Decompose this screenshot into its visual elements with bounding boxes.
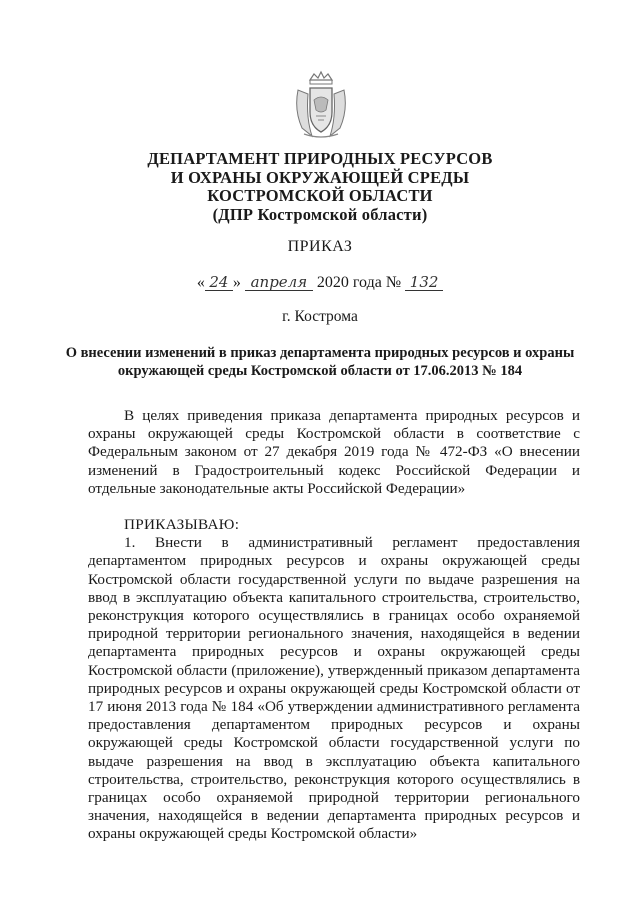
order-word: ПРИКАЗЫВАЮ: bbox=[124, 516, 240, 534]
date-open-quote: « bbox=[196, 274, 205, 291]
header-line-3: КОСТРОМСКОЙ ОБЛАСТИ bbox=[207, 186, 433, 205]
department-header bbox=[0, 150, 640, 224]
date-day: 24 bbox=[205, 275, 233, 291]
preamble-paragraph: В целях приведения приказа департамента природных ресурсов и охраны окружающей среды Костромской области в соответствие с Федеральным законом от 27 декабря 2019 года № 472-ФЗ «О внесении изменений в Градостроительный кодекс Российской Федерации и отдельные законодательные акты Российской Федерации» bbox=[88, 407, 580, 497]
header-line-2: И ОХРАНЫ ОКРУЖАЮЩЕЙ СРЕДЫ bbox=[170, 167, 470, 187]
item-1-paragraph: 1. Внести в административный регламент предоставления департаментом природных ресурсов и охраны окружающей среды Костромской области государственной услуги по выдаче разрешения на ввод в эксплуатацию объекта капитального строительства, строительство, реконструкция которого осуществлялись в границах особо охраняемой природной территории регионального значения, находящейся в ведении департамента природных ресурсов и охраны окружающей среды Костромской области (приложение), утвержденный приказом департамента природных ресурсов и охраны окружающей среды Костромской области от 17 июня 2013 года № 184 «Об утверждении административного регламента предоставления департаментом природных ресурсов и охраны окружающей среды Костромской области государственной услуги по выдаче разрешения на ввод в эксплуатацию объекта капитального строительства, строительство, реконструкция которого осуществлялись в границах особо охраняемой природной территории регионального значения, находящейся в ведении департамента природных ресурсов и охраны окружающей среды Костромской области» bbox=[88, 534, 580, 843]
document-subject: О внесении изменений в приказ департамента природных ресурсов и охраны окружающей среды Костромской области от 17.06.2013 № 184 bbox=[65, 345, 575, 379]
header-line-1: ДЕПАРТАМЕНТ ПРИРОДНЫХ РЕСУРСОВ bbox=[147, 149, 493, 168]
date-month: апреля bbox=[245, 275, 313, 291]
coat-of-arms-icon bbox=[292, 70, 350, 140]
city: г. Кострома bbox=[282, 308, 358, 325]
date-year-text: 2020 года № bbox=[316, 274, 402, 291]
header-line-4: (ДПР Костромской области) bbox=[212, 204, 428, 224]
document-body bbox=[88, 407, 580, 844]
date-close-quote: » bbox=[232, 274, 241, 291]
document-number: 132 bbox=[405, 275, 443, 291]
date-number-line bbox=[0, 274, 640, 292]
document-type: ПРИКАЗ bbox=[287, 238, 353, 255]
